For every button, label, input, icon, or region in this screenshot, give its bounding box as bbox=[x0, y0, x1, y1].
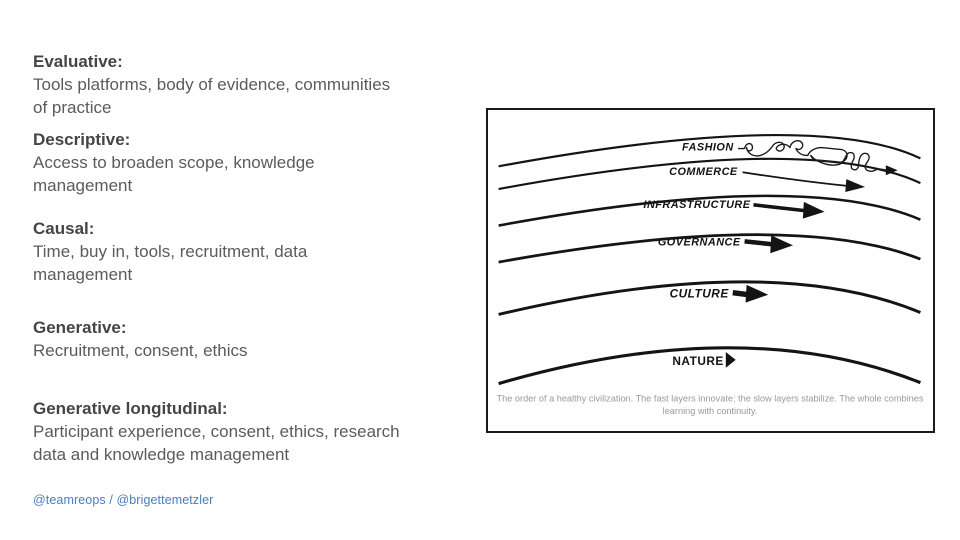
section-body-line: Access to broaden scope, knowledge bbox=[33, 153, 315, 172]
diagram-caption-line1: The order of a healthy civilization. The fast layers innovate; the slow layers stabilize. The whole combines bbox=[496, 393, 924, 404]
section-generative bbox=[33, 316, 463, 362]
governance-arrowhead-icon bbox=[770, 235, 793, 253]
layer-label-fashion: FASHION bbox=[681, 141, 734, 154]
section-body-line: Participant experience, consent, ethics, research bbox=[33, 422, 400, 441]
culture-arrowhead-icon bbox=[746, 285, 769, 303]
section-body-line: management bbox=[33, 176, 133, 195]
section-evaluative bbox=[33, 50, 463, 119]
layer-label-infrastructure: INFRASTRUCTURE bbox=[643, 198, 751, 211]
section-heading: Descriptive: bbox=[33, 130, 131, 149]
section-heading: Generative longitudinal: bbox=[33, 399, 228, 418]
section-causal bbox=[33, 217, 463, 286]
section-body-line: management bbox=[33, 265, 133, 284]
section-descriptive bbox=[33, 128, 463, 197]
commerce-arrow bbox=[743, 172, 849, 186]
layer-label-nature: NATURE bbox=[672, 353, 724, 368]
pace-layers-diagram bbox=[486, 108, 935, 433]
nature-arrowhead-icon bbox=[726, 352, 736, 368]
section-heading: Evaluative: bbox=[33, 52, 123, 71]
section-body-line: data and knowledge management bbox=[33, 445, 290, 464]
social-handles: @teamreops / @brigettemetzler bbox=[33, 493, 214, 507]
section-heading: Generative: bbox=[33, 318, 127, 337]
infrastructure-arrow bbox=[753, 205, 805, 211]
governance-arrow bbox=[745, 241, 774, 244]
diagram-caption-line2: learning with continuity. bbox=[662, 406, 758, 417]
pace-layers-svg bbox=[488, 110, 933, 431]
layer-label-commerce: COMMERCE bbox=[669, 166, 738, 179]
section-body-line: Tools platforms, body of evidence, communities bbox=[33, 75, 391, 94]
layer-label-governance: GOVERNANCE bbox=[657, 236, 741, 249]
section-body-line: Time, buy in, tools, recruitment, data bbox=[33, 242, 308, 261]
layer-label-culture: CULTURE bbox=[669, 286, 729, 301]
section-body-line: of practice bbox=[33, 98, 112, 117]
section-generative-longitudinal bbox=[33, 397, 463, 466]
section-heading: Causal: bbox=[33, 219, 95, 238]
commerce-arrowhead-icon bbox=[845, 179, 865, 192]
infrastructure-arrowhead-icon bbox=[803, 202, 825, 219]
fashion-squiggle-arrow bbox=[739, 141, 887, 171]
section-body-line: Recruitment, consent, ethics bbox=[33, 341, 248, 360]
